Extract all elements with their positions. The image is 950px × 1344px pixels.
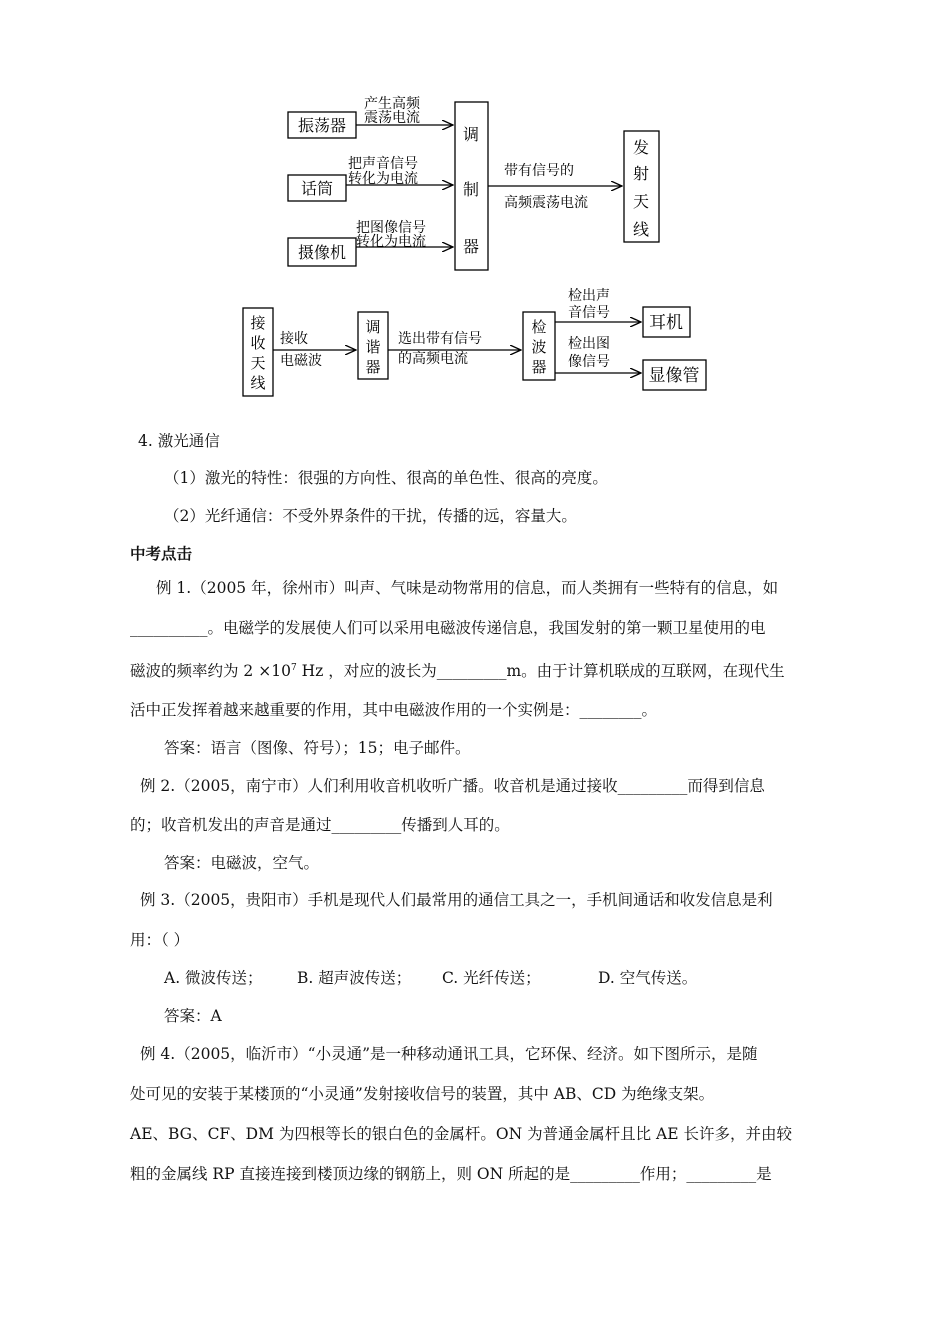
svg-text:器: 器	[365, 358, 381, 376]
detector-box	[523, 312, 555, 380]
label-ant-1: 接收	[280, 331, 308, 347]
svg-text:射: 射	[632, 164, 650, 183]
example-1-cont: 活中正发挥着越来越重要的作用，其中电磁波作用的一个实例是：________。	[130, 701, 658, 719]
label-cam-1: 把图像信号	[356, 220, 426, 236]
example-1: 例 1.（2005 年，徐州市）叫声、气味是动物常用的信息，而人类拥有一些特有的信息，如	[156, 579, 779, 597]
svg-text:摄像机: 摄像机	[297, 243, 347, 262]
svg-text:制: 制	[462, 180, 480, 199]
option-d: D. 空气传送。	[598, 969, 698, 987]
answer-1: 答案：语言（图像、符号）；15；电子邮件。	[164, 739, 471, 757]
transmit-antenna-box	[624, 131, 659, 242]
option-c: C. 光纤传送；	[442, 969, 541, 987]
svg-text:耳机: 耳机	[649, 313, 683, 333]
picture-tube-box	[643, 360, 706, 390]
example-3: 例 3.（2005，贵阳市）手机是现代人们最常用的通信工具之一，手机间通话和收发信息是利	[140, 891, 773, 909]
svg-text:调: 调	[462, 125, 480, 144]
label-det-a1: 检出声	[568, 288, 610, 304]
example-2: 例 2.（2005，南宁市）人们利用收音机收听广播。收音机是通过接收_________而得到信息	[140, 777, 765, 795]
section-title: 中考点击	[130, 545, 193, 563]
example-3-cont: 用：（ ）	[130, 931, 190, 949]
modulator-box	[455, 102, 488, 270]
answer-2: 答案：电磁波，空气。	[164, 854, 320, 872]
option-a: A. 微波传送；	[164, 969, 263, 987]
tuner-box	[358, 312, 388, 379]
label-mic-1: 把声音信号	[348, 156, 418, 172]
section-heading: 4. 激光通信	[138, 432, 220, 450]
label-ant-2: 电磁波	[280, 353, 322, 369]
svg-text:振荡器: 振荡器	[297, 116, 347, 135]
label-cam-2: 转化为电流	[356, 234, 426, 250]
label-mod-2: 高频震荡电流	[504, 195, 588, 211]
example-4-cont: 粗的金属线 RP 直接连接到楼顶边缘的钢筋上，则 ON 所起的是_________作用；_________是	[130, 1165, 772, 1183]
svg-text:话筒: 话筒	[300, 179, 334, 198]
oscillator-box	[288, 112, 356, 138]
svg-text:器: 器	[531, 358, 547, 376]
label-osc-2: 震荡电流	[364, 110, 420, 126]
svg-text:发: 发	[632, 138, 650, 157]
svg-text:天: 天	[632, 192, 650, 211]
label-det-a2: 音信号	[568, 305, 610, 321]
camera-box	[288, 238, 356, 266]
example-4: 例 4.（2005，临沂市）“小灵通”是一种移动通讯工具，它环保、经济。如下图所示，是随	[140, 1045, 758, 1063]
svg-text:波: 波	[531, 338, 547, 356]
option-b: B. 超声波传送；	[297, 969, 412, 987]
label-mod-1: 带有信号的	[504, 163, 574, 179]
label-mic-2: 转化为电流	[348, 171, 418, 187]
example-1-cont: 磁波的频率约为 $2 \times 10^7$ Hz ，对应的波长为_________m。由于计算机联成的互联网，在现代生	[130, 662, 785, 681]
example-1-cont: __________。电磁学的发展使人们可以采用电磁波传递信息，我国发射的第一颗卫星使用的电	[130, 619, 766, 637]
svg-text:检: 检	[531, 318, 547, 336]
communication-diagram	[0, 0, 950, 420]
label-det-b1: 检出图	[568, 336, 610, 352]
svg-text:器: 器	[462, 237, 480, 256]
example-2-cont: 的；收音机发出的声音是通过_________传播到人耳的。	[130, 816, 510, 834]
example-4-cont: 处可见的安装于某楼顶的“小灵通”发射接收信号的装置，其中 AB、CD 为绝缘支架。	[130, 1085, 715, 1103]
svg-text:线: 线	[250, 374, 266, 392]
label-osc-1: 产生高频	[364, 96, 420, 112]
svg-text:天: 天	[250, 354, 266, 372]
paragraph: （2）光纤通信：不受外界条件的干扰，传播的远，容量大。	[164, 507, 577, 525]
earphone-box	[643, 307, 690, 337]
svg-text:显像管: 显像管	[648, 366, 700, 386]
paragraph: （1）激光的特性：很强的方向性、很高的单色性、很高的亮度。	[164, 469, 608, 487]
microphone-box	[288, 175, 346, 201]
svg-text:调: 调	[365, 318, 381, 336]
answer-3: 答案：A	[164, 1007, 222, 1025]
svg-text:收: 收	[250, 334, 266, 352]
svg-text:接: 接	[250, 314, 266, 332]
svg-text:线: 线	[632, 220, 650, 239]
svg-text:谐: 谐	[365, 338, 381, 356]
label-tuner-2: 的高频电流	[398, 351, 468, 367]
label-det-b2: 像信号	[568, 354, 610, 370]
label-tuner-1: 选出带有信号	[398, 331, 482, 347]
receive-antenna-box	[243, 308, 273, 396]
example-4-cont: AE、BG、CF、DM 为四根等长的银白色的金属杆。ON 为普通金属杆且比 AE 长许多，并由较	[130, 1125, 792, 1143]
